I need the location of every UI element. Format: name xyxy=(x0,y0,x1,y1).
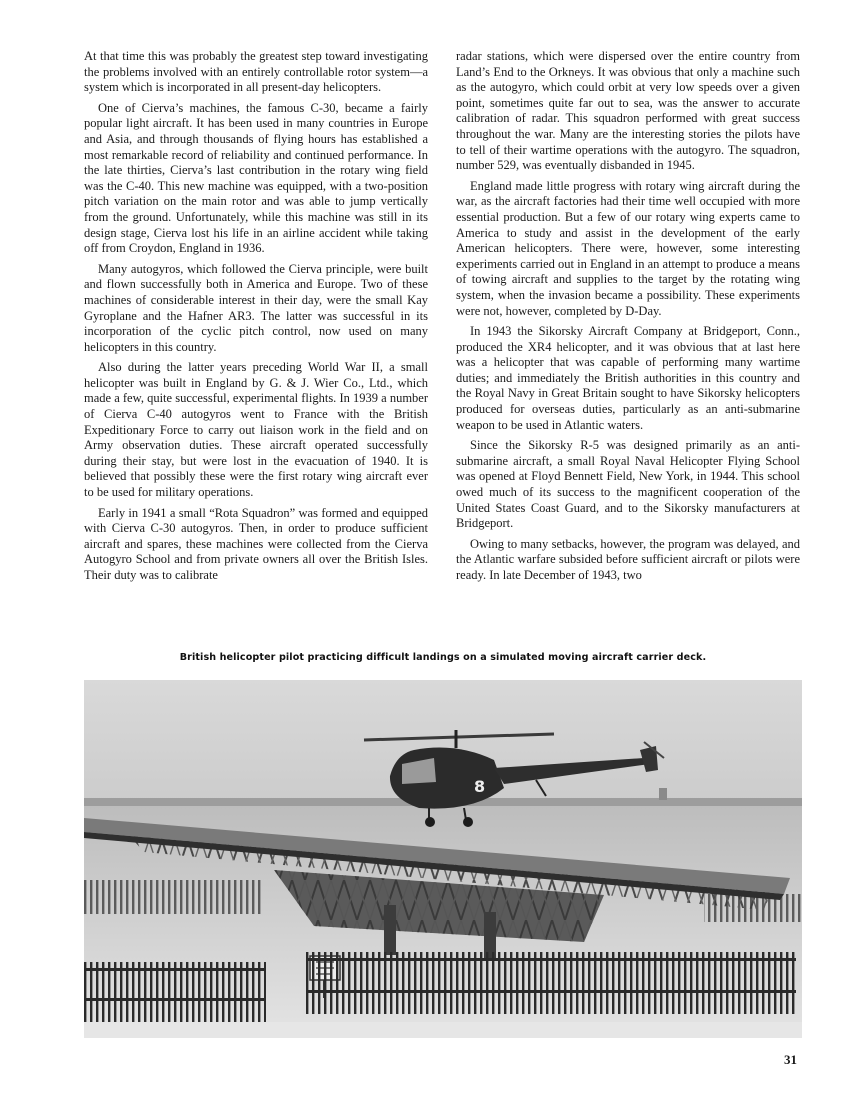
helicopter-photo xyxy=(84,680,802,1038)
paragraph: Early in 1941 a small “Rota Squadron” was formed and equipped with Cierva C-30 autogyros. Then, in order to produce sufficient aircraft and spares, these machines were collected from the Cierva Autogyro School and from private owners all over the British Isles. Their duty was to calibrate xyxy=(84,505,428,582)
photo-caption: British helicopter pilot practicing difficult landings on a simulated moving aircraft carrier deck. xyxy=(179,652,707,663)
page-number: 31 xyxy=(784,1052,797,1067)
right-text-column xyxy=(456,49,800,589)
paragraph: Since the Sikorsky R-5 was designed primarily as an anti-submarine aircraft, a small Royal Naval Helicopter Flying School was opened at Floyd Bennett Field, New York, in 1944. This school owed much of its success to the magnificent cooperation of the United States Coast Guard, and to the Sikorsky manufacturers at Bridgeport. xyxy=(456,438,800,531)
paragraph: In 1943 the Sikorsky Aircraft Company at Bridgeport, Conn., produced the XR4 helicopter, and it was obvious that at last here was a helicopter that was capable of performing many wartime duties; and immediately the British authorities in this country and the Royal Navy in Great Britain sought to have Sikorsky helicopters produced for overseas duties, particularly as an anti-submarine weapon to be used in Atlantic waters. xyxy=(456,324,800,432)
helicopter-number-marking: 8 xyxy=(474,777,486,796)
paragraph: Owing to many setbacks, however, the program was delayed, and the Atlantic warfare subsided before sufficient aircraft or pilots were ready. In late December of 1943, two xyxy=(456,536,800,582)
left-text-column xyxy=(84,49,428,589)
paragraph: Many autogyros, which followed the Cierva principle, were built and flown successfully both in America and Europe. Two of these machines of considerable interest in their day, were the small Kay Gyroplane and the Hafner AR3. The latter was successful in its incorporation of the cyclic pitch control, now used on many helicopters in this country. xyxy=(84,261,428,354)
paragraph: Also during the latter years preceding World War II, a small helicopter was built in England by G. & J. Wier Co., Ltd., which made a few, quite successful, experimental flights. In 1939 a number of Cierva C-40 autogyros went to France with the British Expeditionary Force to carry out liaison work in the field and on Army observation duties. These aircraft operated successfully during their stay, but were lost in the evacuation of 1940. It is believed that possibly these were the first rotary wing aircraft ever to be used for military operations. xyxy=(84,360,428,500)
paragraph: One of Cierva’s machines, the famous C-30, became a fairly popular light aircraft. It has been used in many countries in Europe and Asia, and through thousands of flying hours has established a most remarkable record of reliability and continued performance. In the late thirties, Cierva’s last contribution in the rotary wing field was the C-40. This new machine was equipped, with a two-position pitch variation on the main rotor and was able to jump vertically from the ground. Unfortunately, while this machine was still in its design stage, Cierva lost his life in an airline accident while taking off from Croydon, England in 1936. xyxy=(84,100,428,256)
helicopter-photo-illustration xyxy=(84,680,802,1038)
paragraph: England made little progress with rotary wing aircraft during the war, as the aircraft factories had their time well occupied with more essential production. But a few of our rotary wing experts came to America to study and assist in the development of the early American helicopters. There were, however, some interesting experiments carried out in England in an attempt to produce a means of towing aircraft and supplies to the target by the rotating wing system, when the invasion became a possibility. These experiments were not, however, completed by D-Day. xyxy=(456,178,800,318)
paragraph: At that time this was probably the greatest step toward investigating the problems involved with an entirely controllable rotor system—a system which is incorporated in all present-day helicopters. xyxy=(84,49,428,95)
paragraph: radar stations, which were dispersed over the entire country from Land’s End to the Orkneys. It was obvious that only a machine such as the autogyro, which could orbit at very low speeds over a given point, sometimes quite far out to sea, was the answer to accurate calibration of radar. This squadron performed with great success throughout the war. Many are the interesting stories the pilots have to tell of their wartime operations with the autogyro. The squadron, number 529, was eventually disbanded in 1945. xyxy=(456,49,800,173)
